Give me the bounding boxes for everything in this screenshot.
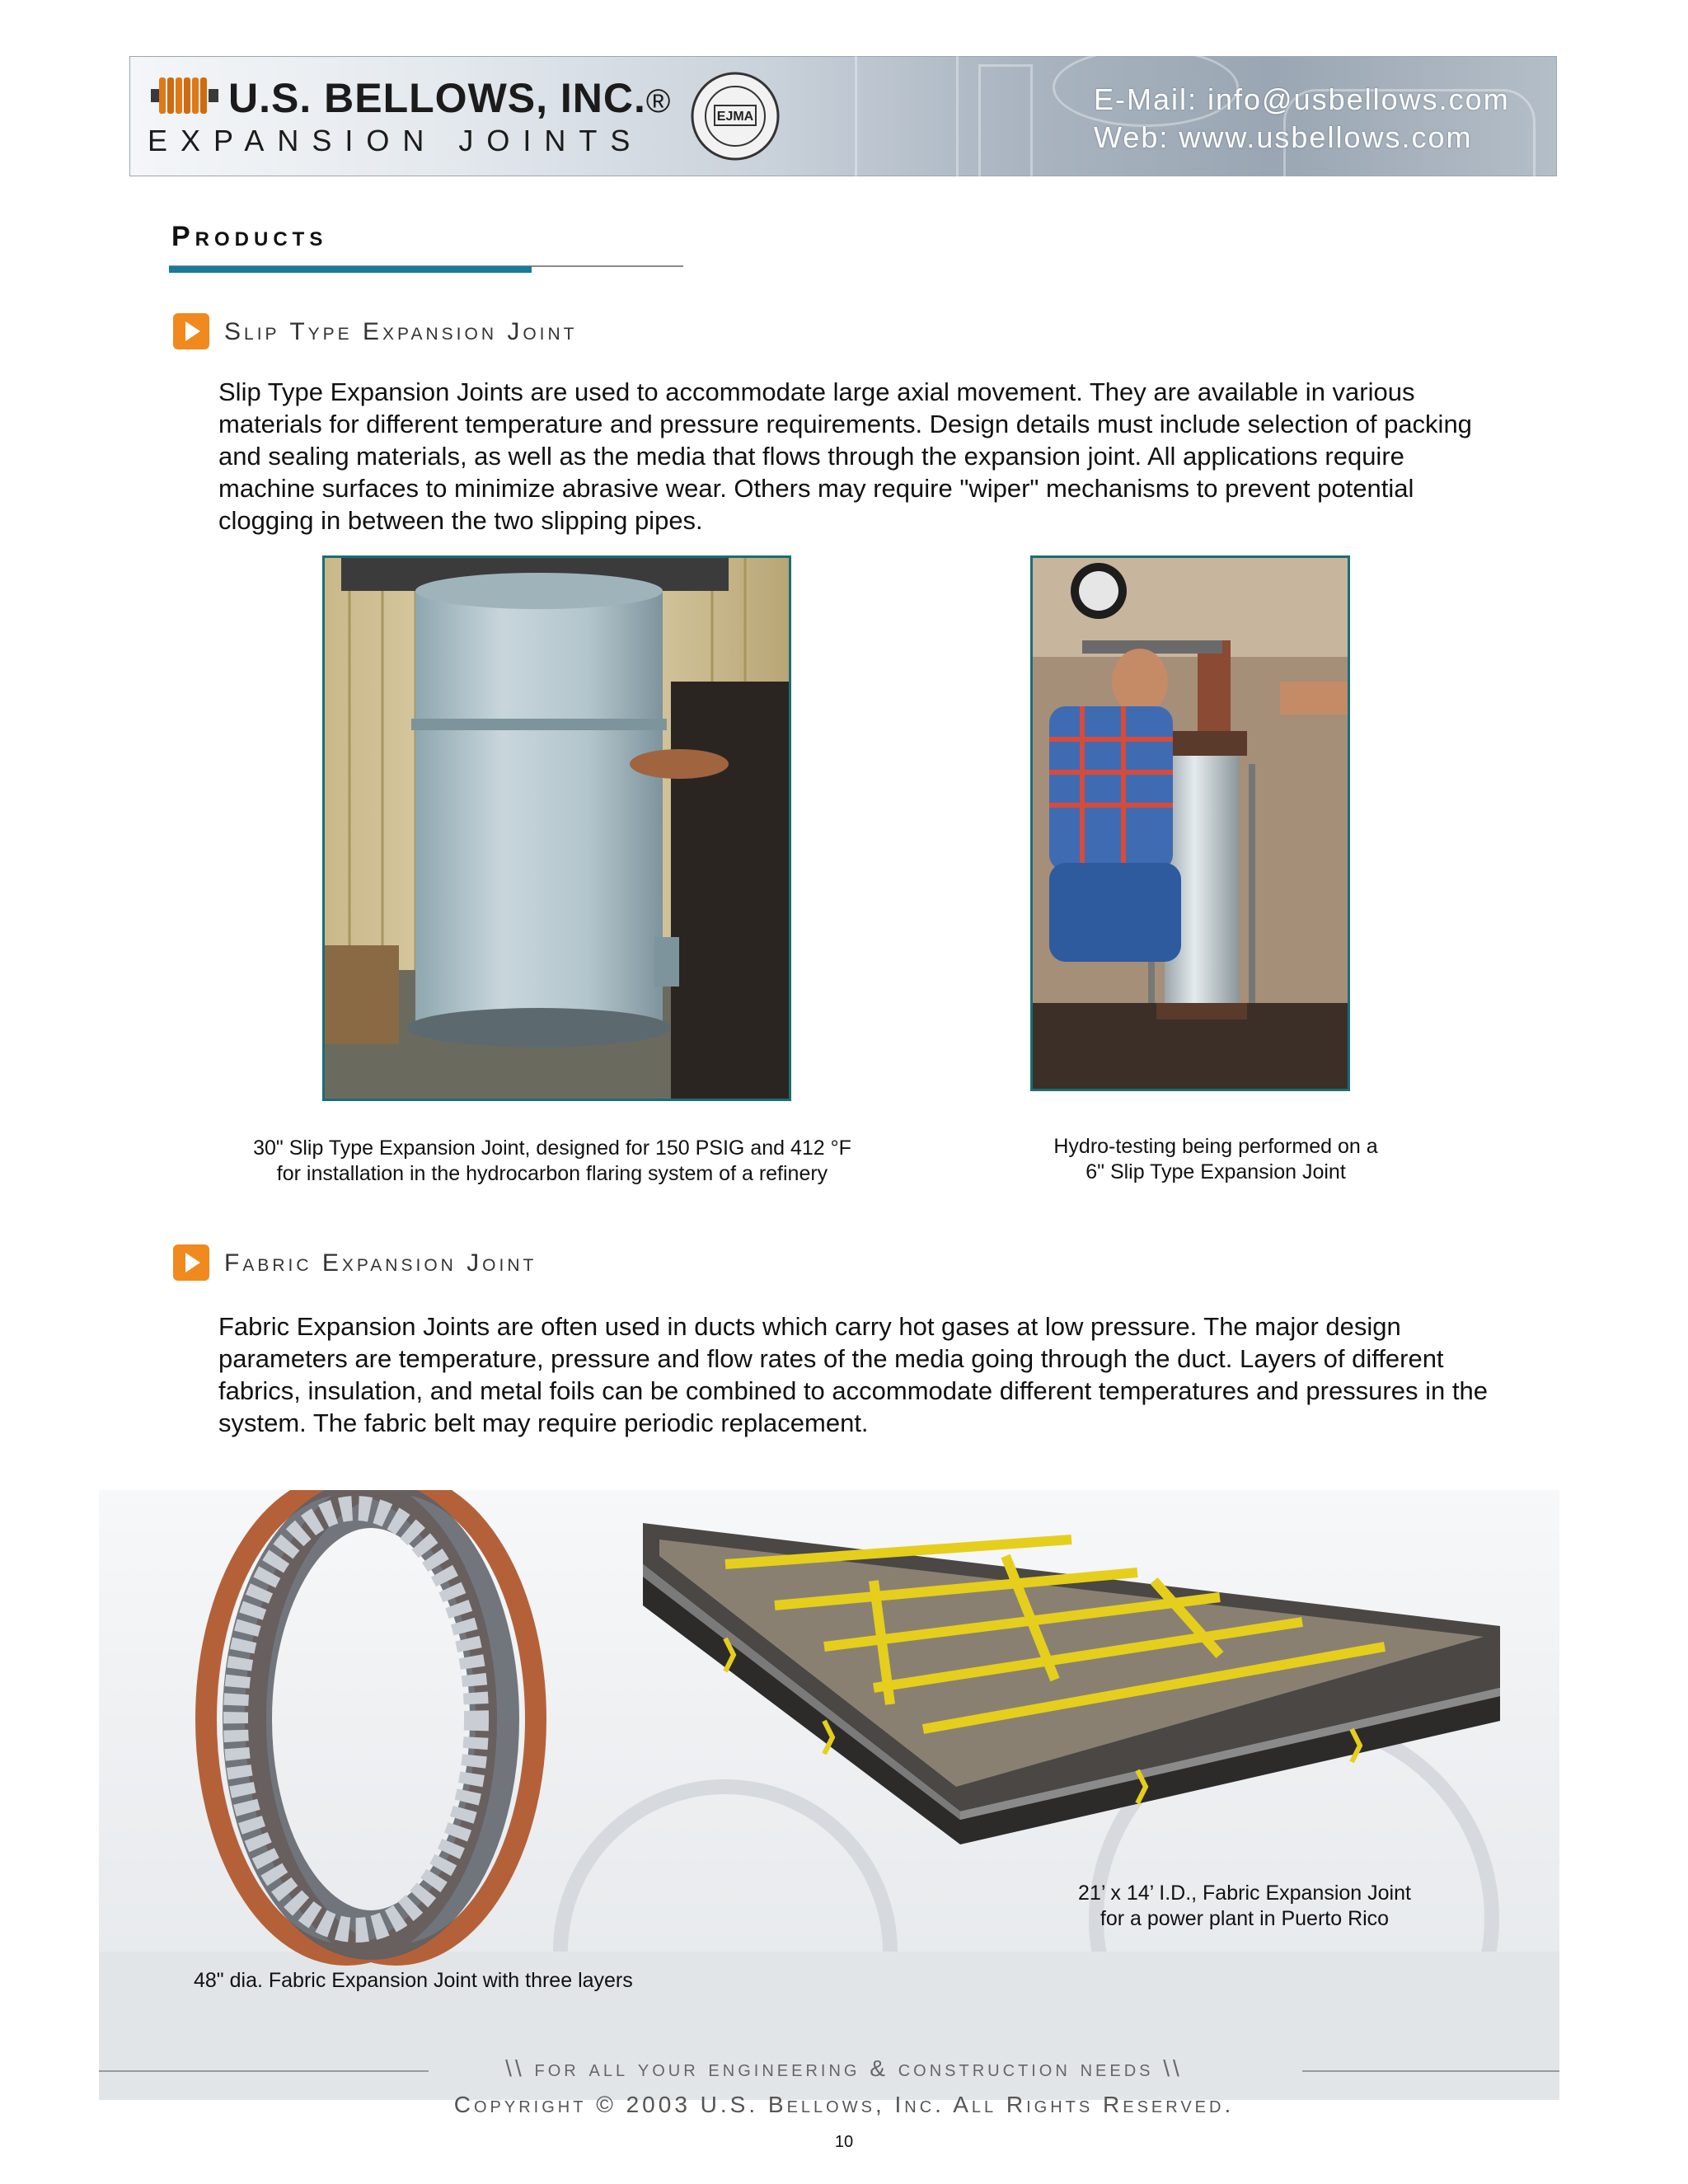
ejma-seal-icon xyxy=(690,71,781,162)
footer-copyright: Copyright © 2003 U.S. Bellows, Inc. All Rights Reserved. xyxy=(453,2092,1235,2117)
slip-section-heading: Slip Type Expansion Joint xyxy=(224,318,578,345)
section-title: Products xyxy=(171,221,328,252)
hydro-test-photo xyxy=(1030,555,1350,1091)
section-title-accent-rule xyxy=(169,266,532,273)
slip-joint-caption-line: for installation in the hydrocarbon flaring system of a refinery xyxy=(276,1162,828,1185)
play-arrow-icon xyxy=(173,313,209,349)
fabric-description: Fabric Expansion Joints are often used in ducts which carry hot gases at low pressure. The major design parameters are temperature, pressure and flow rates of the media going through the duct. Layers of different fabrics, insulation, and metal foils can be combined to accommodate different temperatures and pressures in the system. The fabric belt may require periodic replacement. xyxy=(218,1312,1488,1437)
company-name-text: U.S. BELLOWS, INC. xyxy=(228,75,646,121)
slip-joint-caption-line: 30" Slip Type Expansion Joint, designed for 150 PSIG and 412 °F xyxy=(253,1137,851,1160)
seal-letters: EJMA xyxy=(716,110,754,124)
hydro-test-illustration xyxy=(1033,558,1348,1089)
banner-background-shape xyxy=(978,64,1033,176)
ring-joint-drawing xyxy=(206,1490,536,1955)
company-name xyxy=(228,74,671,122)
company-tagline: EXPANSION JOINTS xyxy=(148,124,644,157)
bellows-logo-icon xyxy=(149,73,220,119)
footer-tagline: \\ for all your engineering & construction needs \\ xyxy=(505,2055,1183,2081)
registered-mark: ® xyxy=(645,83,672,120)
hydro-test-caption xyxy=(948,1134,1484,1185)
fabric-section-heading: Fabric Expansion Joint xyxy=(224,1249,537,1277)
header-banner xyxy=(129,56,1557,176)
slip-description: Slip Type Expansion Joints are used to accommodate large axial movement. They are available in various materials for different temperature and pressure requirements. Design details must include selection of packing and sealing materials, as well as the media that flows through the expansion joint. All applications require machine surfaces to minimize abrasive wear. Others may require "wiper" mechanisms to prevent potential clogging in between the two slipping pipes. xyxy=(218,377,1472,535)
slip-joint-caption xyxy=(165,1136,940,1187)
hydro-test-caption-line: 6" Slip Type Expansion Joint xyxy=(1085,1160,1346,1183)
rect-joint-caption-line: for a power plant in Puerto Rico xyxy=(1100,1907,1390,1930)
rect-joint-caption xyxy=(1030,1881,1459,1932)
ring-joint-caption: 48" dia. Fabric Expansion Joint with three layers xyxy=(194,1969,633,1992)
contact-block xyxy=(1094,81,1510,157)
fabric-joints-illustration xyxy=(99,1490,1559,2100)
fabric-showcase xyxy=(99,1490,1559,2100)
web-line[interactable]: Web: www.usbellows.com xyxy=(1094,120,1473,154)
email-line[interactable]: E-Mail: info@usbellows.com xyxy=(1094,82,1510,116)
rect-joint-caption-line: 21’ x 14’ I.D., Fabric Expansion Joint xyxy=(1078,1882,1411,1905)
slip-joint-illustration xyxy=(325,558,789,1099)
banner-background-shape xyxy=(855,56,959,176)
page-number: 10 xyxy=(834,2133,854,2151)
hydro-test-caption-line: Hydro-testing being performed on a xyxy=(1053,1135,1378,1158)
play-arrow-icon xyxy=(173,1244,209,1281)
slip-joint-photo xyxy=(322,555,791,1101)
